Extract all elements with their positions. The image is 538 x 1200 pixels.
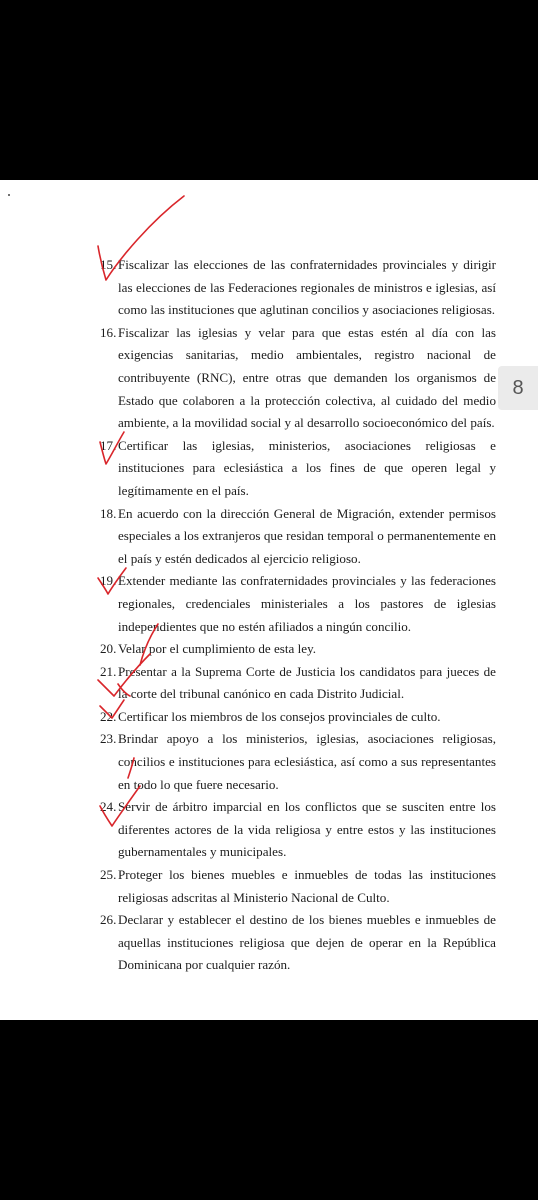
document-page bbox=[0, 180, 538, 1020]
item-number: 15. bbox=[100, 257, 117, 272]
item-number: 17. bbox=[100, 437, 117, 453]
item-number: 18. bbox=[100, 505, 117, 521]
list-item-22 bbox=[0, 706, 538, 729]
item-number: 16. bbox=[100, 324, 117, 340]
list-item-26 bbox=[0, 909, 538, 977]
list-item-21 bbox=[0, 661, 538, 706]
article-list bbox=[0, 254, 538, 977]
item-text: Presentar a la Suprema Corte de Justicia los candidatos para jueces de la corte del tribunal canónico en cada Distrito Judicial. bbox=[118, 663, 496, 702]
item-text: Declarar y establecer el destino de los bienes muebles e inmuebles de aquellas instituciones religiosa que dejen de operar en la República Dominicana por cualquier razón. bbox=[118, 912, 496, 973]
list-item-17 bbox=[0, 435, 538, 503]
page-number-badge: 8 bbox=[498, 366, 538, 410]
item-number: 25. bbox=[100, 867, 117, 883]
list-item-18 bbox=[0, 503, 538, 571]
list-item-15 bbox=[0, 254, 538, 322]
item-number: 23. bbox=[100, 731, 117, 747]
item-number: 19. bbox=[100, 573, 117, 589]
item-text: Servir de árbitro imparcial en los conflictos que se susciten entre los diferentes actores de la vida religiosa y entre estos y las instituciones gubernamentales y municipales. bbox=[118, 799, 496, 860]
item-number: 24. bbox=[100, 799, 117, 815]
item-number: 26. bbox=[100, 912, 117, 928]
item-text: Certificar las iglesias, ministerios, asociaciones religiosas e instituciones para eclesiástica a los fines de que operen legal y legítimamente en el país. bbox=[118, 437, 496, 498]
item-number: 21. bbox=[100, 663, 117, 679]
top-letterbox bbox=[0, 0, 538, 180]
list-item-25 bbox=[0, 864, 538, 909]
item-text: Extender mediante las confraternidades provinciales y las federaciones regionales, credenciales ministeriales a los pastores de iglesias independientes que no estén afiliados a ningún concilio. bbox=[118, 573, 496, 634]
item-text: Proteger los bienes muebles e inmuebles de todas las instituciones religiosas adscritas al Ministerio Nacional de Culto. bbox=[118, 867, 496, 905]
list-item-24 bbox=[0, 796, 538, 864]
list-item-16 bbox=[0, 322, 538, 435]
list-item-19 bbox=[0, 570, 538, 638]
bottom-letterbox bbox=[0, 1020, 538, 1200]
item-text: Fiscalizar las elecciones de las confraternidades provinciales y dirigir las elecciones de las Federaciones regionales de ministros e iglesias, así como las instituciones que aglutinan concilios y asociaciones religiosas. bbox=[118, 257, 496, 318]
list-item-23 bbox=[0, 728, 538, 796]
item-text: Brindar apoyo a los ministerios, iglesias, asociaciones religiosas, concilios e instituciones para eclesiástica, así como a sus representantes en todo lo que fuere necesario. bbox=[118, 731, 496, 792]
list-item-20 bbox=[0, 638, 538, 661]
item-number: 20. bbox=[100, 641, 117, 657]
item-text: Certificar los miembros de los consejos provinciales de culto. bbox=[118, 708, 441, 724]
margin-dot bbox=[8, 194, 10, 196]
item-text: Velar por el cumplimiento de esta ley. bbox=[118, 641, 317, 657]
item-number: 22. bbox=[100, 708, 117, 724]
item-text: Fiscalizar las iglesias y velar para que estas estén al día con las exigencias sanitarias, medio ambientales, registro nacional de contribuyente (RNC), entre otras que demanden los organismos de Estado que colaboren a la protección colectiva, al cuidado del medio ambiente, a la movilidad social y al desarrollo socioeconómico del país. bbox=[118, 324, 496, 431]
item-text: En acuerdo con la dirección General de Migración, extender permisos especiales a los extranjeros que residan temporal o permanentemente en el país y estén dedicados al ejercicio religioso. bbox=[118, 505, 496, 566]
